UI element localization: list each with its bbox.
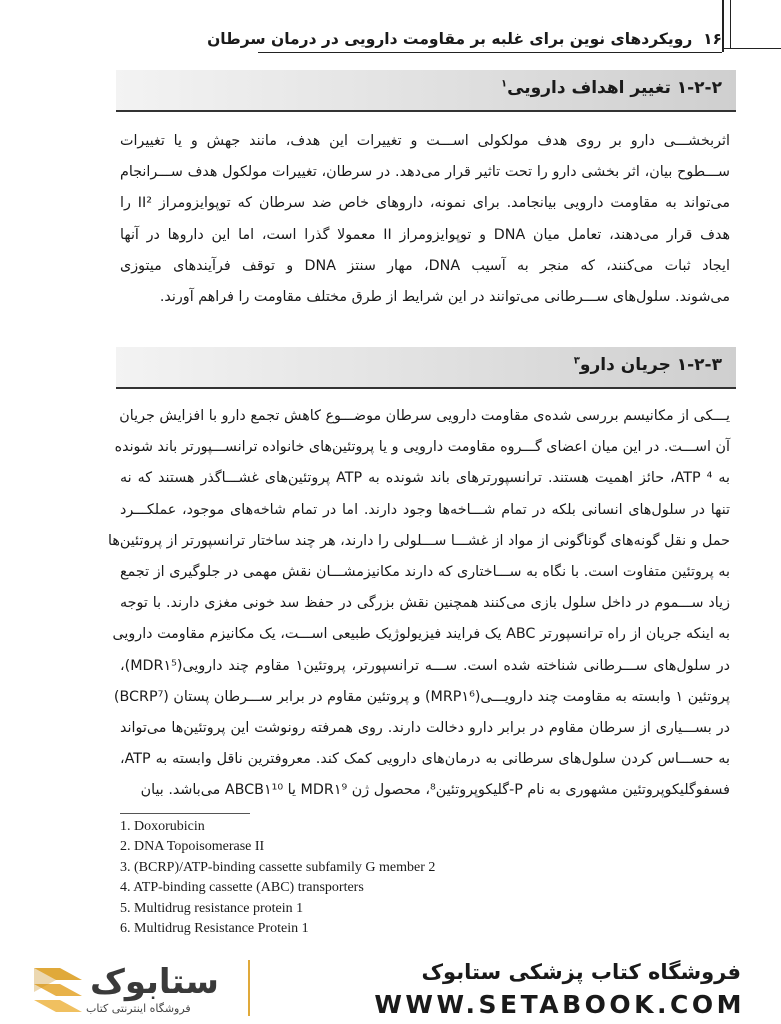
section1-paragraph <box>120 126 730 313</box>
text-line: به ATP ⁴، حائز اهمیت هستند. ترانسپورترهای باند شونده به ATP پروتئین‌های غشـــاگذر هستند که نه <box>120 470 730 487</box>
footnote-item: 6. Multidrug Resistance Protein 1 <box>120 921 309 937</box>
section2-paragraph <box>107 401 730 807</box>
store-name: فروشگاه کتاب پزشکی ستابوک <box>421 960 741 984</box>
footnote-item: 5. Multidrug resistance protein 1 <box>120 900 304 916</box>
text-line: می‌شوند. سلول‌های ســـرطانی می‌توانند در این شرایط از طرق مختلف مقاومت را فراهم آورند. <box>159 289 730 306</box>
section-heading-text: ۱-۲-۳ جریان دارو$^۳$ <box>573 355 722 375</box>
footnote-item: 1. Doxorubicin <box>120 819 205 834</box>
book-title: رویکردهای نوین برای غلبه بر مقاومت دارویی در درمان سرطان <box>207 30 693 48</box>
header-rule-vertical <box>722 0 724 52</box>
footnote-rule <box>120 813 250 814</box>
footer-divider <box>248 960 250 1016</box>
text-line: به اینکه جریان از راه ترانسپورتر ABC یک فرایند فیزیولوژیک طبیعی اســـت، یک مکانیزم مقاومت دارویی <box>112 626 730 643</box>
text-line: اثربخشـــی دارو بر روی هدف مولکولی اســـت و تغییرات این هدف، مانند جهش و یا تغییرات <box>120 133 730 149</box>
text-line: در سلول‌های ســـرطانی شناخته شده است. ســـه ترانسپورتر، پروتئین۱ مقاوم چند دارویی(MDR۱⁵)، <box>120 657 730 674</box>
section-heading-drug-target <box>116 70 736 112</box>
text-line: می‌تواند به مقاومت دارویی بیانجامد. برای نمونه، داروهای خاص ضد سرطان که توپوایزومراز II² را <box>120 195 730 212</box>
footnote-item: 3. (BCRP)/ATP-binding cassette subfamily G member 2 <box>120 859 436 875</box>
chevron-logo-icon <box>30 962 86 1018</box>
text-line: یـــکی از مکانیسم بررسی شده‌ی مقاومت دارویی سرطان موضـــوع کاهش تجمع دارو با افزایش جریان <box>119 408 730 424</box>
text-line: حمل و نقل گونه‌های گوناگونی از مواد از غشـــا ســـلولی را دارند، هر چند ساختار ترانسپورتر از پروتئین‌ها <box>107 532 730 549</box>
text-line: آن اســـت. در این میان اعضای گـــروه مقاومت دارویی و یا پروتئین‌های خانواده ترانســـپورتر باند شونده <box>114 439 730 456</box>
page-number: ۱۶ <box>703 30 722 48</box>
header-rule-horizontal <box>722 48 781 49</box>
publisher-footer <box>0 940 781 1024</box>
section-heading-drug-efflux <box>116 347 736 389</box>
footnote-item: 4. ATP-binding cassette (ABC) transporters <box>120 880 364 896</box>
text-line: به حســـاس کردن سلول‌های سرطانی به درمان‌های دارویی کمک کند. معروفترین ناقل وابسته به ATP، <box>120 751 730 768</box>
store-url[interactable]: WWW.SETABOOK.COM <box>374 990 745 1019</box>
footnotes <box>120 817 730 939</box>
text-line: ســـطوح بیان، اثر بخشی دارو را تحت تاثیر قرار می‌دهد. در سرطان، تغییرات مولکول هدف ســـرانجام <box>120 164 730 181</box>
header-rule-vertical-inner <box>730 0 731 48</box>
setabook-logo <box>30 962 230 1022</box>
logo-brand-text: ستابوک <box>90 962 219 1002</box>
logo-subtitle: فروشگاه اینترنتی کتاب <box>86 1002 191 1015</box>
text-line: تنها در سلول‌های انسانی بلکه در تمام شـــاخه‌ها وجود دارند. اما در تمام شاخه‌های موجود، عملکـــرد <box>120 501 730 518</box>
text-line: پروتئین ۱ وابسته به مقاومت چند دارویـــی(MRP۱⁶) و پروتئین مقاوم در برابر ســـرطان پستان (BCRP⁷) <box>113 688 730 705</box>
running-header <box>207 0 722 53</box>
text-line: زیاد ســـموم در داخل سلول بازی می‌کنند همچنین نقش بزرگی در حفظ سد خونی مغزی دارند. با توجه <box>120 595 730 612</box>
text-line: ایجاد ثبات می‌کنند، که منجر به آسیب DNA، مهار سنتز DNA و توقف فرآیندهای میتوزی <box>120 257 730 274</box>
section-heading-text: ۱-۲-۲ تغییر اهداف دارویی$^۱$ <box>500 78 722 98</box>
text-line: به پروتئین متفاوت است. با نگاه به ســـاختاری که دارند مکانیزمشـــان نقش مهمی در جلوگیری از تجمع <box>120 564 730 581</box>
text-line: هدف قرار می‌دهند، تعامل میان DNA و توپوایزومراز II معمولا گذرا است، اما این داروها در آنها <box>120 226 731 243</box>
footnote-item: 2. DNA Topoisomerase II <box>120 839 265 855</box>
text-line: فسفوگلیکوپروتئین مشهوری به نام P-گلیکوپروتئین⁸، محصول ژن MDR۱⁹ یا ABCB۱¹⁰ می‌باشد. بیان <box>140 782 730 799</box>
text-line: در بســـیاری از سرطان مقاوم در برابر دارو دخالت دارند. روی همرفته رونوشت این پروتئین‌ها می‌تواند <box>120 720 730 737</box>
running-header-title <box>207 30 722 48</box>
